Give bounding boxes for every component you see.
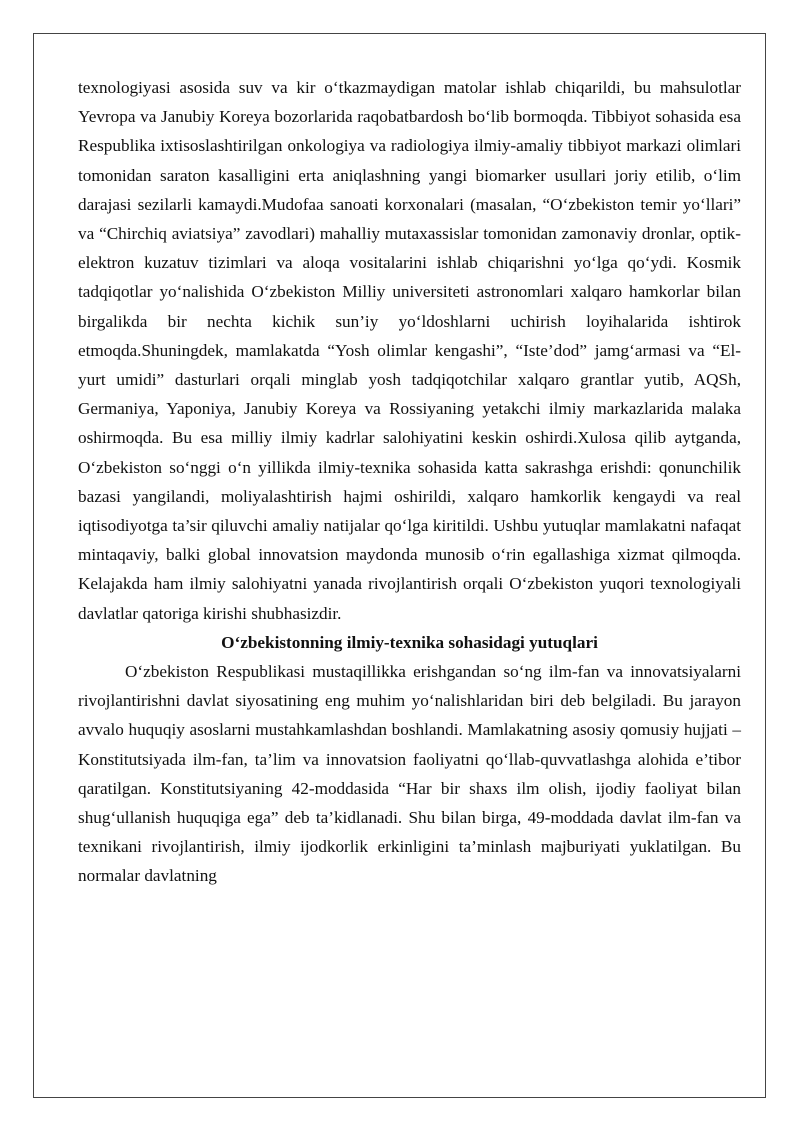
body-paragraph: texnologiyasi asosida suv va kir o‘tkazmaydigan matolar ishlab chiqarildi, bu mahsulotlar Yevropa va Janubiy Koreya bozorlarida raqobatbardosh bo‘lib bormoqda. Tibbiyot sohasida esa Respublika ixtisoslashtirilgan onkologiya va radiologiya ilmiy-amaliy tibbiyot markazi olimlari tomonidan saraton kasalligini erta aniqlashning yangi biomarker usullari joriy etilib, o‘lim darajasi sezilarli kamaydi.Mudofaa sanoati korxonalari (masalan, “O‘zbekiston temir yo‘llari” va “Chirchiq aviatsiya” zavodlari) mahalliy mutaxassislar tomonidan zamonaviy dronlar, optik-elektron kuzatuv tizimlari va aloqa vositalarini ishlab chiqarishni yo‘lga qo‘ydi. Kosmik tadqiqotlar yo‘nalishida O‘zbekiston Milliy universiteti astronomlari xalqaro hamkorlar bilan birgalikda bir nechta kichik sun’iy yo‘ldoshlarni uchirish loyihalarida ishtirok etmoqda.Shuningdek, mamlakatda “Yosh olimlar kengashi”, “Iste’dod” jamg‘armasi va “El-yurt umidi” dasturlari orqali minglab yosh tadqiqotchilar xalqaro grantlar yutib, AQSh, Germaniya, Yaponiya, Janubiy Koreya va Rossiyaning yetakchi ilmiy markazlarida malaka oshirmoqda. Bu esa milliy ilmiy kadrlar salohiyatini keskin oshirdi.Xulosa qilib aytganda, O‘zbekiston so‘nggi o‘n yillikda ilmiy-texnika sohasida katta sakrashga erishdi: qonunchilik bazasi yangilandi, moliyalashtirish hajmi oshirildi, xalqaro hamkorlik kengaydi va real iqtisodiyotga ta’sir qiluvchi amaliy natijalar qo‘lga kiritildi. Ushbu yutuqlar mamlakatni nafaqat mintaqaviy, balki global innovatsion maydonda munosib o‘rin egallashiga xizmat qilmoqda. Kelajakda ham ilmiy salohiyatni yanada rivojlantirish orqali O‘zbekiston yuqori texnologiyali davlatlar qatoriga kirishi shubhasizdir. bbox=[78, 78, 741, 623]
section-heading: O‘zbekistonning ilmiy-texnika sohasidagi yutuqlari bbox=[221, 632, 598, 652]
document-body bbox=[78, 73, 741, 891]
body-paragraph: O‘zbekiston Respublikasi mustaqillikka erishgandan so‘ng ilm-fan va innovatsiyalarni rivojlantirishni davlat siyosatining eng muhim yo‘nalishlaridan biri deb belgiladi. Bu jarayon avvalo huquqiy asoslarni mustahkamlashdan boshlandi. Mamlakatning asosiy qomusiy hujjati – Konstitutsiyada ilm-fan, ta’lim va innovatsion faoliyatni qo‘llab-quvvatlashga alohida e’tibor qaratilgan. Konstitutsiyaning 42-moddasida “Har bir shaxs ilm olish, ijodiy faoliyat bilan shug‘ullanish huquqiga ega” deb ta’kidlanadi. Shu bilan birga, 49-moddada davlat ilm-fan va texnikani rivojlantirish, ilmiy ijodkorlik erkinligini ta’minlash majburiyati yuklatilgan. Bu normalar davlatning bbox=[78, 662, 741, 886]
